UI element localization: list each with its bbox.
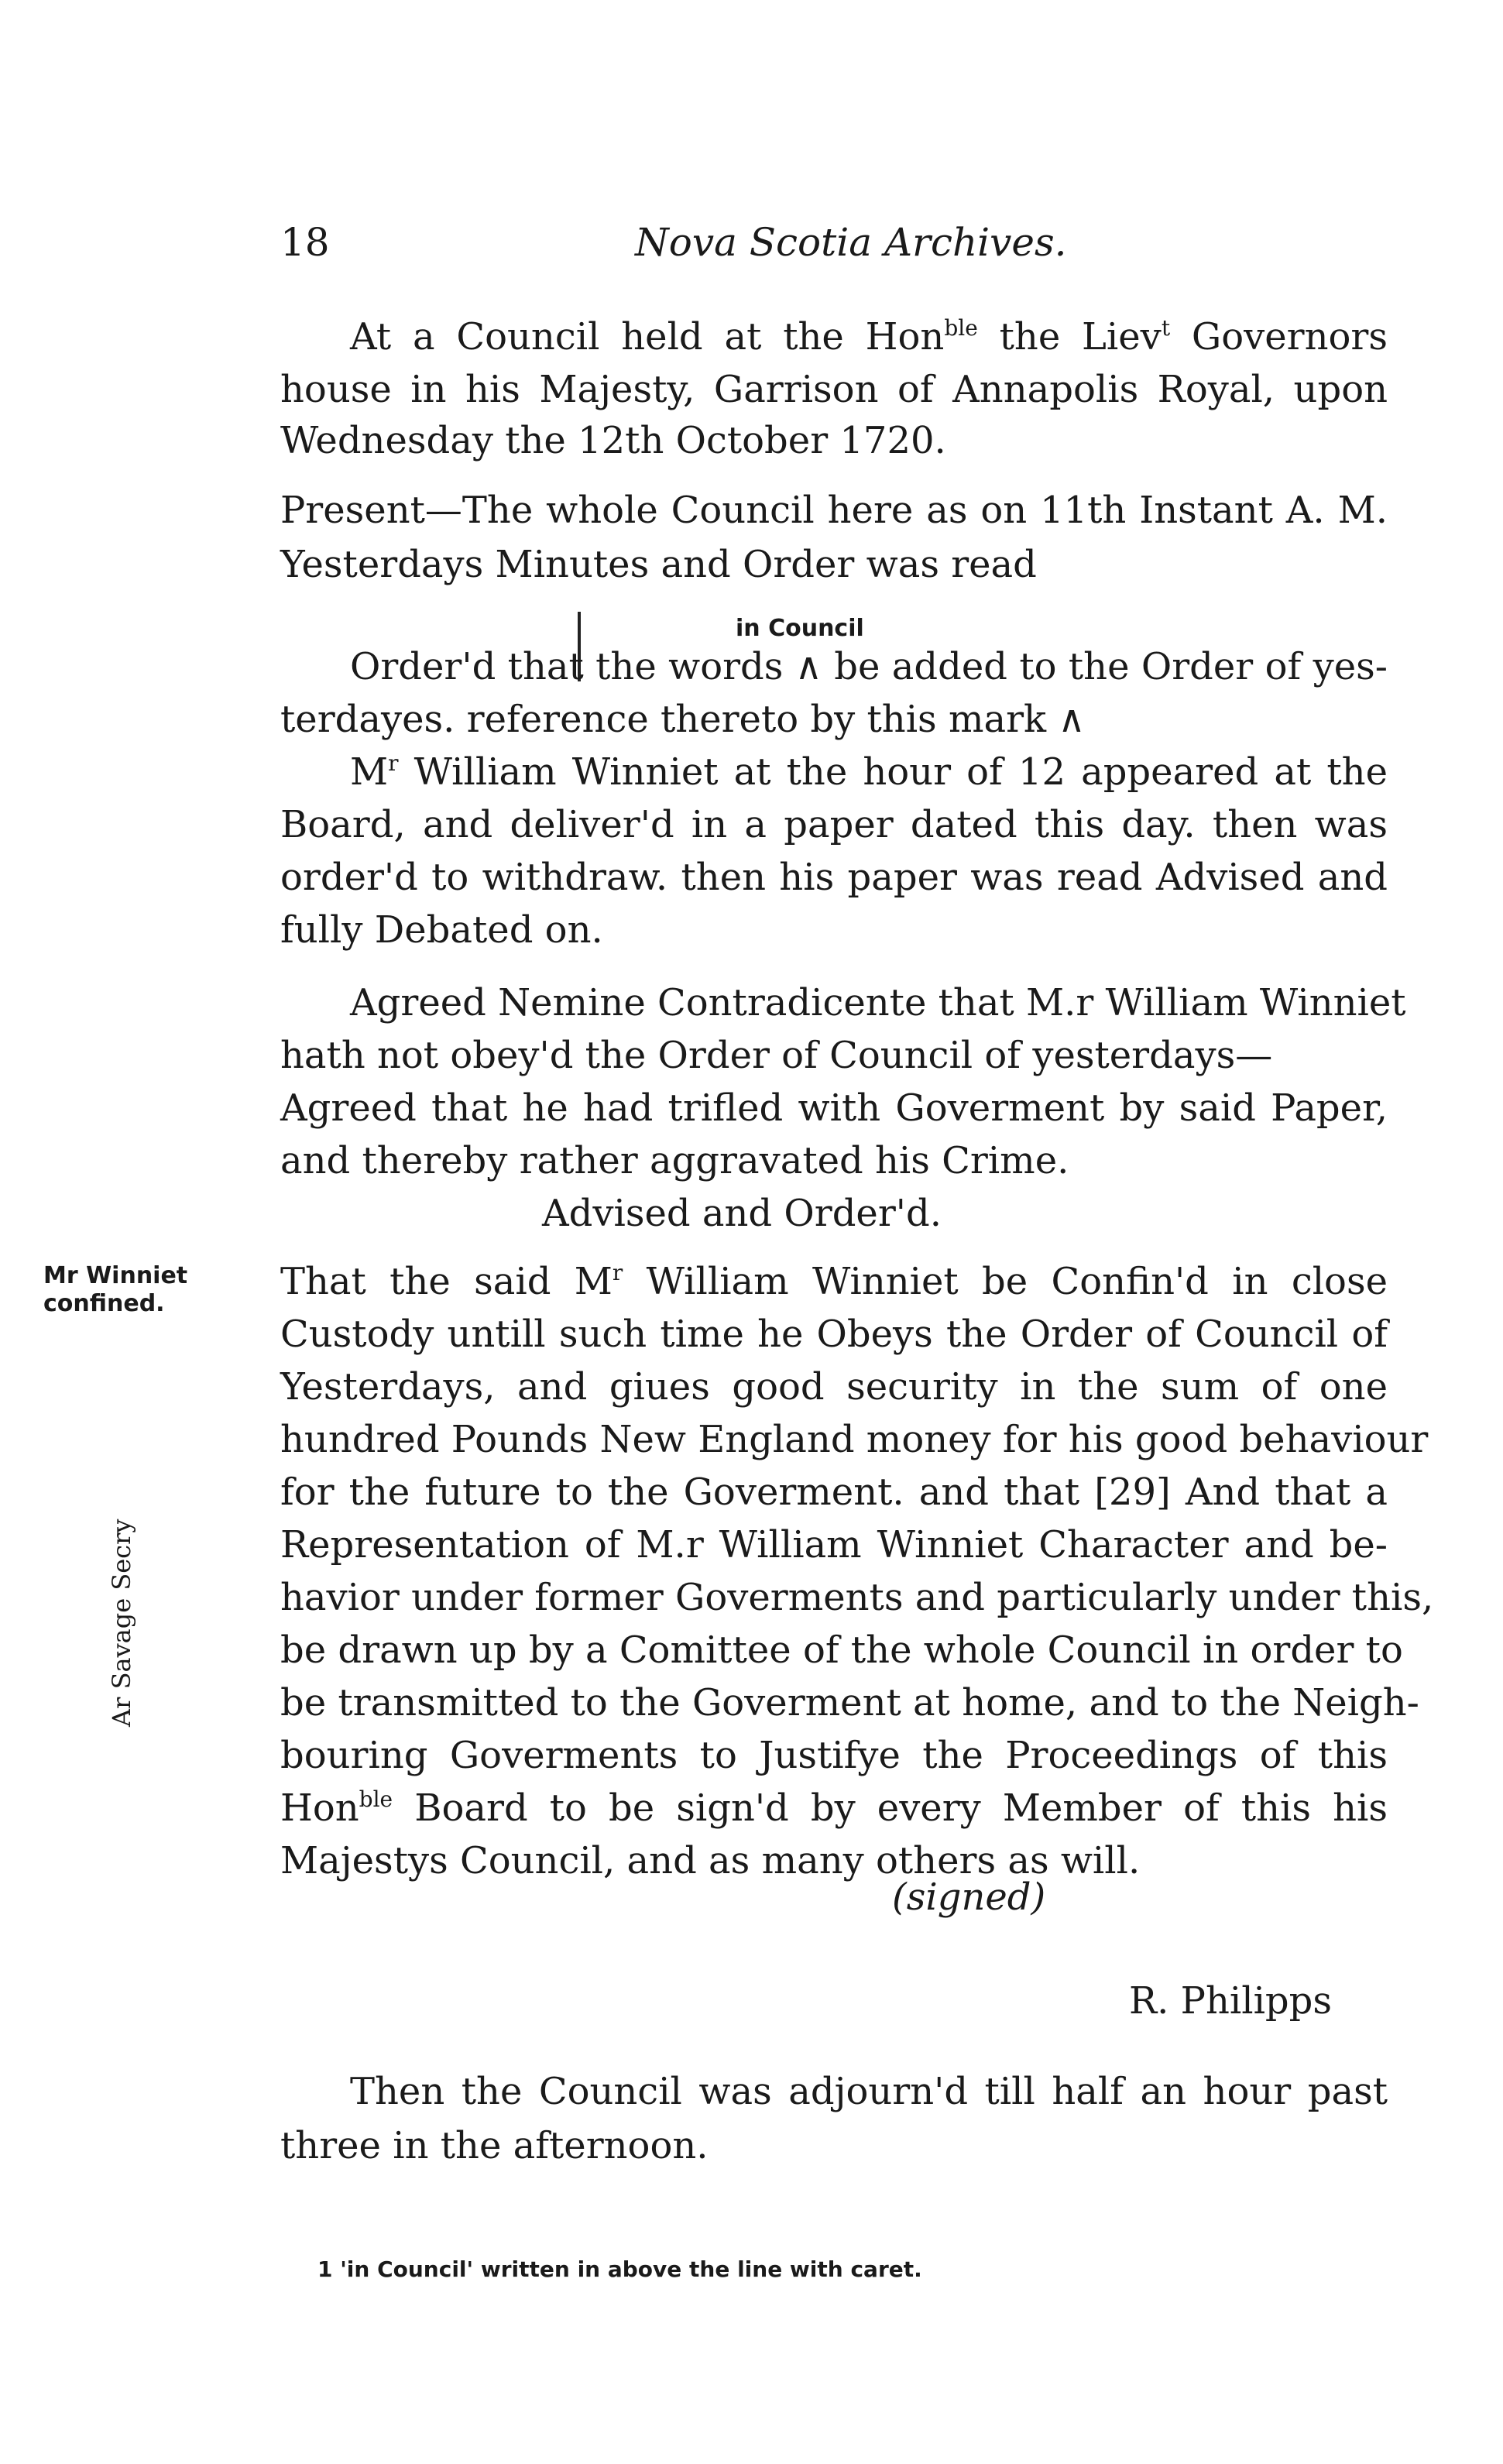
text-line <box>280 539 1388 590</box>
line-text: Hon <box>280 1786 359 1830</box>
line-text: terdayes. reference thereto by this mark ∧ <box>280 698 1086 741</box>
text-line <box>280 1309 1388 1360</box>
margin-note-line-2: confined. <box>43 1290 165 1317</box>
text-line <box>280 1361 1388 1412</box>
text-line <box>280 1835 1388 1886</box>
footnote: 1 'in Council' written in above the line with caret. <box>317 2256 922 2282</box>
page-number: 18 <box>280 220 330 265</box>
signed-note: (signed) <box>892 1875 1046 1919</box>
text-line <box>280 852 1388 903</box>
line-text: order'd to withdraw. then his paper was read Advised and <box>280 856 1388 899</box>
text-line <box>280 1256 1388 1307</box>
line-text: Majestys Council, and as many others as will. <box>280 1839 1141 1882</box>
text-line <box>280 1783 1388 1834</box>
text-line <box>280 1572 1434 1623</box>
line-text: bouring Goverments to Justifye the Proceedings of this <box>280 1734 1388 1777</box>
text-line <box>280 485 1388 536</box>
text-line <box>280 1414 1429 1465</box>
line-text: Yesterdays Minutes and Order was read <box>280 543 1037 586</box>
text-line <box>280 1519 1388 1570</box>
line-text: Advised and Order'd. <box>542 1192 942 1235</box>
line-text: Present—The whole Council here as on 11th Instant A. M. <box>280 489 1388 532</box>
text-line <box>350 977 1406 1028</box>
line-text: Board, and deliver'd in a paper dated this day. then was <box>280 803 1388 846</box>
line-text: William Winniet at the hour of 12 appeared at the <box>398 750 1388 794</box>
text-line <box>542 1188 1388 1239</box>
text-line <box>280 694 1388 745</box>
running-title: Nova Scotia Archives. <box>635 220 1067 265</box>
text-line <box>280 1030 1388 1081</box>
line-text: hundred Pounds New England money for his good behaviour <box>280 1418 1429 1461</box>
text-line <box>280 1083 1388 1134</box>
line-text: William Winniet be Confin'd in close <box>623 1260 1388 1303</box>
line-text: Governors <box>1170 315 1388 359</box>
line-text: and thereby rather aggravated his Crime. <box>280 1139 1069 1182</box>
line-text: At a Council held at the Hon <box>350 315 945 359</box>
text-line <box>280 799 1388 850</box>
text-line <box>280 1730 1388 1781</box>
line-text: Custody untill such time he Obeys the Order of Council of <box>280 1313 1388 1356</box>
text-line <box>350 311 1388 362</box>
line-text: fully Debated on. <box>280 908 603 952</box>
text-line <box>280 904 1388 956</box>
margin-note-line-1: Mr Winniet <box>43 1262 188 1289</box>
text-line <box>280 1135 1388 1186</box>
line-text: havior under former Goverments and particularly under this, <box>280 1576 1434 1619</box>
line-text: That the said M <box>280 1260 613 1303</box>
line-text: Yesterdays, and giues good security in the sum of one <box>280 1365 1388 1409</box>
superscript: ble <box>359 1786 393 1812</box>
line-text: Wednesday the 12th October 1720. <box>280 419 946 462</box>
line-text: be transmitted to the Goverment at home, and to the Neigh- <box>280 1681 1419 1724</box>
superscript: t <box>1161 315 1171 341</box>
line-text: Order'd that the words ∧ be added to the Order of yes- <box>350 645 1388 688</box>
text-line <box>350 746 1388 798</box>
text-line <box>280 364 1388 415</box>
text-line <box>350 2066 1388 2117</box>
caret-insertion-note: in Council <box>736 615 864 642</box>
text-line <box>280 415 1388 466</box>
text-line <box>280 1677 1419 1728</box>
line-text: house in his Majesty, Garrison of Annapolis Royal, upon <box>280 368 1388 411</box>
text-line <box>280 2120 1388 2171</box>
text-line <box>350 641 1388 692</box>
signature: R. Philipps <box>1129 1979 1333 2023</box>
line-text: the Liev <box>977 315 1162 359</box>
line-text: Agreed Nemine Contradicente that M.r William Winniet <box>350 981 1406 1024</box>
line-text: be drawn up by a Comittee of the whole Council in order to <box>280 1628 1403 1672</box>
line-text: Agreed that he had trifled with Goverment by said Paper, <box>280 1086 1388 1130</box>
text-line <box>280 1467 1388 1518</box>
superscript: r <box>612 1260 623 1285</box>
margin-vertical-note: Ar Savage Secry <box>107 1519 136 1727</box>
line-text: three in the afternoon. <box>280 2124 709 2167</box>
line-text: Board to be sign'd by every Member of this his <box>393 1786 1388 1830</box>
text-line <box>280 1625 1403 1676</box>
margin-note <box>43 1262 187 1318</box>
superscript: r <box>388 750 399 776</box>
line-text: for the future to the Goverment. and that [29] And that a <box>280 1471 1388 1514</box>
line-text: Then the Council was adjourn'd till half an hour past <box>350 2070 1388 2113</box>
line-text: Representation of M.r William Winniet Character and be- <box>280 1523 1388 1567</box>
line-text: hath not obey'd the Order of Council of yesterdays— <box>280 1034 1273 1077</box>
line-text: M <box>350 750 389 794</box>
superscript: ble <box>944 315 978 341</box>
